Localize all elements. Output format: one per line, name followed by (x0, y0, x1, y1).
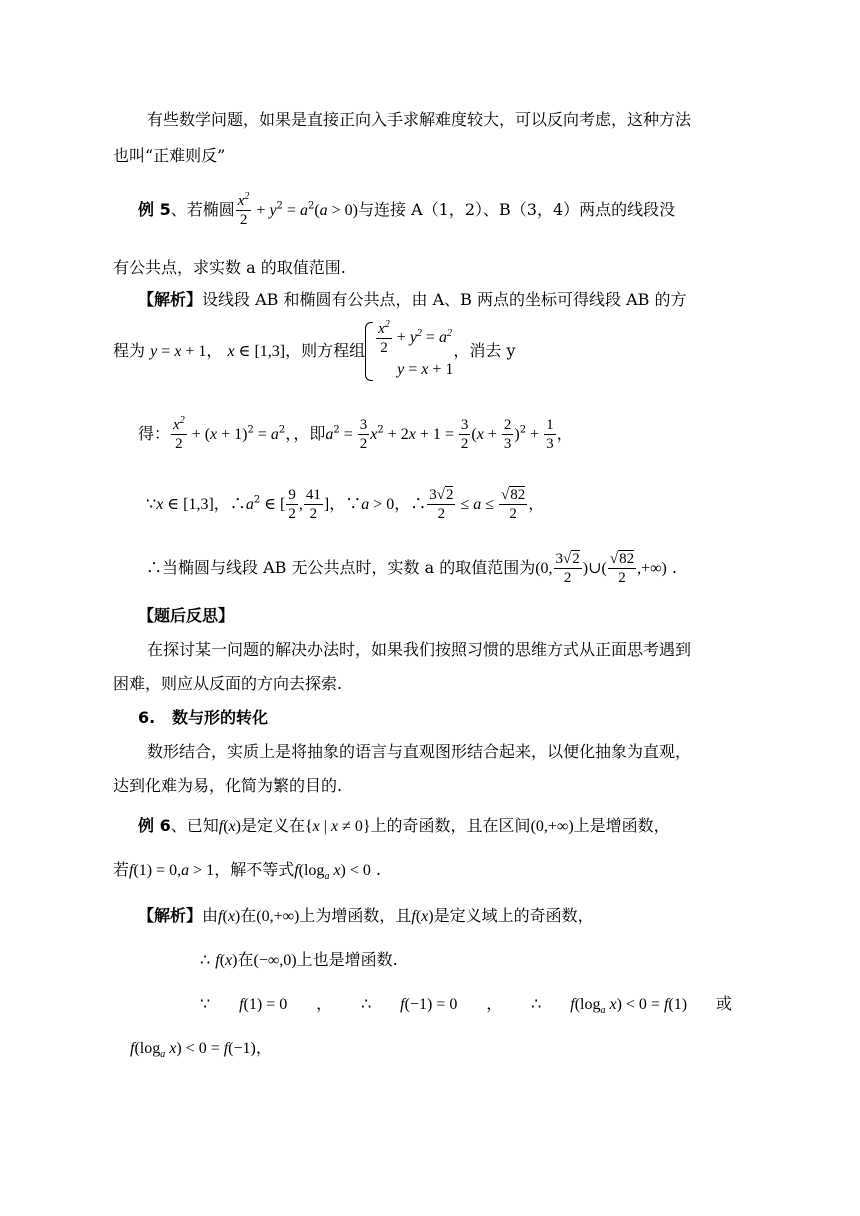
solution-5-text-3b: ，即 (293, 424, 326, 443)
solution-6-line-3: ∵ f(1) = 0 ， ∴ f(−1) = 0 ， ∴ $f(\log_a$ x) < 0 = f(1) 或 (200, 994, 732, 1017)
solution-5-line-1 (138, 288, 686, 312)
intro-line-1: 有些数学问题，如果是直接正向入手求解难度较大，可以反向考虑，这种方法 (147, 110, 692, 129)
example-6-text-c: 上的奇函数，且在区间 (370, 816, 531, 835)
example-5-label: 例 5 (138, 200, 171, 219)
example-5-text-pre: 、若椭圆 (170, 200, 235, 219)
solution-6-line-4: $f(\log_a$ x) < 0 = f(−1)， (130, 1038, 272, 1061)
example-5-line-2: 有公共点，求实数 a 的取值范围. (113, 258, 346, 277)
example-5-text-post: 与连接 A（1，2）、B（3，4）两点的线段没 (358, 200, 676, 219)
example-6-text-b: 是定义在 (240, 816, 305, 835)
solution-5-text-2c: ，消去 y (453, 341, 516, 360)
reflection-line-1: 在探讨某一问题的解决办法时，如果我们按照习惯的思维方式从正面思考遇到 (147, 640, 692, 659)
example-6-text-a: 、已知 (170, 816, 219, 835)
solution-5-text-3a: 得： (138, 424, 171, 443)
example-6-label: 例 6 (138, 816, 171, 835)
solution-5-line-5: ∴当椭圆与线段 AB 无公共点时，实数 a 的取值范围为(0, $\frac{3√2}{2}$ )∪( $\frac{√82}{2}$ ,+∞) . (146, 551, 677, 586)
solution-6-text-d: 是定义域上的奇函数， (433, 906, 594, 925)
solution-5-text-5a: ∴当椭圆与线段 AB 无公共点时，实数 a 的取值范围为 (146, 558, 536, 577)
solution-6-line-2: ∴ f(x)在(−∞,0)上也是增函数. (200, 950, 398, 969)
solution-6-text-b: 在 (240, 906, 257, 925)
section-6-line-1: 数形结合，实质上是将抽象的语言与直观图形结合起来，以便化抽象为直观， (147, 742, 692, 761)
section-6-number: 6. (138, 708, 156, 727)
solution-6-text-2b: 在 (237, 950, 254, 969)
example-6-line-2: 若f(1) = 0,a > 1，解不等式$f(\log_a$ x) < 0 . (113, 860, 382, 883)
reflection-line-2: 困难，则应从反面的方向去探索. (113, 674, 343, 693)
solution-5-line-4: ∵x ∈ [1,3]，$\therefore a^2$ ∈ [ $\frac{9}{2}$ , $\frac{41}{2}$ ]，∵a > 0，∴ $\frac{3√2}{2}$ ≤ a ≤ $\frac{√82}{2}$ ， (146, 487, 545, 522)
solution-5-line-2: 程为 y = x + 1， x ∈ [1,3]，则方程组 $\frac{x^2}{2}$ + $y^2 = a^2$ y = x + 1 ，消去 y (113, 320, 516, 383)
example-6-text-2a: 若 (113, 860, 130, 879)
solution-5-text-2a: 程为 (113, 341, 146, 360)
equation-system: $\frac{x^2}{2}$ + $y^2 = a^2$ y = x + 1 (365, 320, 453, 383)
section-6-line-2: 达到化难为易，化简为繁的目的. (113, 776, 343, 795)
example-6-line-1: 例 6、已知f(x)是定义在{x | x ≠ 0}上的奇函数，且在区间(0,+∞)上是增函数， (138, 816, 670, 835)
section-6-heading (138, 706, 268, 730)
solution-5-text-1: 设线段 AB 和椭圆有公共点，由 A、B 两点的坐标可得线段 AB 的方 (202, 290, 687, 309)
formula-fraction: $\frac{x^2}{2}$ (237, 191, 250, 228)
solution-5-text-2b: ，则方程组 (285, 341, 366, 360)
solution-6-text-c: 上为增函数，且 (299, 906, 412, 925)
analysis-label-2: 【解析】 (138, 906, 203, 925)
section-6-title: 数与形的转化 (171, 708, 268, 727)
intro-line-2: 也叫“正难则反” (113, 146, 226, 165)
solution-6-or: 或 (715, 994, 732, 1013)
analysis-label: 【解析】 (138, 290, 203, 309)
example-5-line-1: 例 5、若椭圆 $\frac{x^2}{2}$ + $y^2 = a^2(a > 0)$与连接 A（1，2）、B（3，4）两点的线段没 (138, 191, 676, 228)
example-6-text-d: 上是增函数， (573, 816, 670, 835)
solution-6-text-a: 由 (202, 906, 219, 925)
example-6-text-2b: ，解不等式 (214, 860, 295, 879)
solution-6-line-1: 【解析】由f(x)在(0,+∞)上为增函数，且f(x)是定义域上的奇函数， (138, 906, 594, 925)
solution-6-text-2c: 上也是增函数. (296, 950, 398, 969)
reflection-title: 【题后反思】 (138, 606, 235, 625)
solution-5-line-3: 得： $\frac{x^2}{2}$ + $(x + 1)^2 = a^2$，，即$a^2$ = $\frac{3}{2}$ $x^2 + 2x + 1$ = $\frac{3}{2}$ (x + $\frac{2}{3}$ )$^2$ + $\frac{1}{3}$ ， (138, 415, 573, 452)
